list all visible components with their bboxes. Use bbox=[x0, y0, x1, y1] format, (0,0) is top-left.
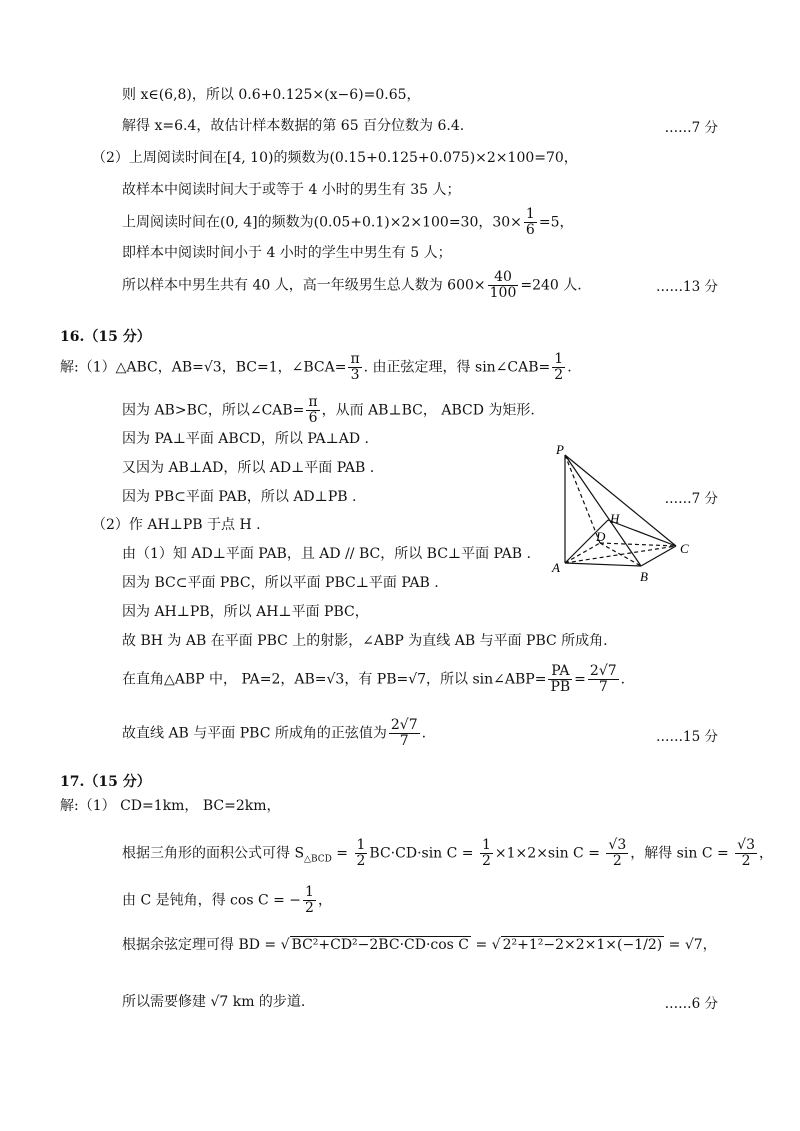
q16-line2 bbox=[122, 395, 535, 426]
numerator: 2√7 bbox=[589, 663, 617, 679]
score-marker: ……7 分 bbox=[664, 491, 718, 507]
q16-part2-line5: 故 BH 为 AB 在平面 PBC 上的射影，∠ABP 为直线 AB 与平面 PBC 所成角. bbox=[122, 633, 608, 649]
edge-ab bbox=[565, 563, 641, 566]
score-marker: ……15 分 bbox=[656, 729, 718, 745]
denominator: 7 bbox=[598, 679, 608, 695]
text-segment: ， bbox=[758, 845, 773, 862]
fraction bbox=[588, 664, 619, 695]
fraction bbox=[306, 395, 319, 426]
q16-line3: 因为 PA⊥平面 ABCD，所以 PA⊥AD . bbox=[122, 431, 370, 447]
q16-part2-line4: 因为 AH⊥PB，所以 AH⊥平面 PBC， bbox=[122, 604, 369, 620]
label-b: B bbox=[640, 569, 648, 584]
q16-part2-line1: （2）作 AH⊥PB 于点 H . bbox=[92, 517, 261, 533]
q15-part2-line5 bbox=[122, 270, 582, 301]
fraction bbox=[303, 885, 316, 916]
text-segment: ×1×2×sin C = bbox=[494, 845, 605, 862]
label-p: P bbox=[556, 442, 564, 457]
q17-header: 17.（15 分） bbox=[60, 774, 151, 790]
text-segment: BC·CD·sin C = bbox=[369, 845, 478, 862]
denominator: 3 bbox=[350, 367, 360, 383]
text-segment: . bbox=[421, 725, 427, 742]
denominator: PB bbox=[550, 679, 571, 695]
text-segment: 所以样本中男生共有 40 人，高一年级男生总人数为 600× bbox=[122, 277, 486, 294]
q17-line4: 根据余弦定理可得 BD = √ BC²+CD²−2BC·CD·cos C = √ 2²+1²−2×2×1×(−1/2) = √7， bbox=[122, 937, 717, 953]
numerator: 40 bbox=[488, 270, 519, 286]
text-segment: 根据三角形的面积公式可得 S bbox=[122, 845, 305, 862]
fraction bbox=[735, 838, 757, 869]
text-segment: =240 人. bbox=[520, 277, 582, 294]
q16-header: 16.（15 分） bbox=[60, 329, 151, 345]
q16-line4: 又因为 AB⊥AD，所以 AD⊥平面 PAB . bbox=[122, 460, 375, 476]
denominator: 2 bbox=[482, 853, 491, 869]
denominator: 2 bbox=[741, 853, 751, 869]
denominator: 100 bbox=[489, 285, 517, 301]
fraction bbox=[548, 664, 572, 695]
label-a: A bbox=[552, 560, 560, 575]
label-c: C bbox=[680, 541, 689, 556]
denominator: 2 bbox=[612, 853, 622, 869]
q16-line1 bbox=[60, 352, 572, 383]
q16-part2-line6 bbox=[122, 664, 625, 695]
q17-line5: 所以需要修建 √7 km 的步道. bbox=[122, 994, 306, 1010]
fraction bbox=[524, 207, 537, 238]
q16-line5: 因为 PB⊂平面 PAB，所以 AD⊥PB . bbox=[122, 489, 357, 505]
text-segment: = bbox=[574, 671, 586, 688]
numerator: 1 bbox=[356, 837, 366, 853]
text-segment: 在直角△ABP 中， PA=2，AB=√3，有 PB=√7，所以 sin∠ABP= bbox=[122, 671, 547, 688]
numerator: π bbox=[308, 394, 318, 410]
denominator: 7 bbox=[399, 733, 409, 749]
score-marker: ……13 分 bbox=[656, 279, 718, 295]
fraction bbox=[348, 352, 361, 383]
text-segment: = bbox=[471, 937, 492, 953]
text-segment: ，从而 AB⊥BC， ABCD 为矩形. bbox=[321, 402, 535, 419]
score-marker: ……7 分 bbox=[664, 120, 718, 136]
denominator: 6 bbox=[308, 410, 318, 426]
score-marker: ……6 分 bbox=[664, 996, 718, 1012]
q15-part2-line1: （2）上周阅读时间在[4, 10)的频数为(0.15+0.125+0.075)×2×100=70， bbox=[92, 150, 578, 166]
text-segment: 因为 AB>BC，所以∠CAB= bbox=[122, 402, 305, 419]
numerator: 1 bbox=[305, 884, 314, 900]
numerator: 2√7 bbox=[390, 717, 418, 733]
edge-pc bbox=[565, 455, 676, 546]
q15-part2-line2: 故样本中阅读时间大于或等于 4 小时的男生有 35 人； bbox=[122, 182, 461, 198]
text-segment: =5， bbox=[538, 214, 574, 231]
fraction bbox=[355, 838, 368, 869]
q16-part2-line2: 由（1）知 AD⊥平面 PAB，且 AD // BC，所以 BC⊥平面 PAB . bbox=[122, 546, 531, 562]
fraction bbox=[552, 352, 565, 383]
text-segment: . bbox=[567, 359, 572, 376]
radicand: 2²+1²−2×2×1×(−1/2) bbox=[502, 937, 663, 953]
q15-part2-line3 bbox=[122, 207, 573, 238]
text-segment: 根据余弦定理可得 BD = bbox=[122, 937, 281, 953]
text-segment: 由 C 是钝角，得 cos C = − bbox=[122, 892, 302, 909]
q16-part2-line3: 因为 BC⊂平面 PBC，所以平面 PBC⊥平面 PAB . bbox=[122, 575, 439, 591]
fraction bbox=[488, 270, 519, 301]
text-segment: 故直线 AB 与平面 PBC 所成角的正弦值为 bbox=[122, 725, 387, 742]
subscript: △BCD bbox=[304, 854, 332, 865]
fraction bbox=[480, 838, 493, 869]
edge-dc bbox=[600, 543, 676, 546]
q15-line2: 解得 x=6.4，故估计样本数据的第 65 百分位数为 6.4. bbox=[122, 118, 465, 134]
text-segment: . 由正弦定理，得 sin∠CAB= bbox=[363, 359, 551, 376]
q17-line1: 解:（1） CD=1km， BC=2km， bbox=[60, 798, 281, 814]
denominator: 2 bbox=[356, 853, 366, 869]
numerator: 1 bbox=[554, 351, 564, 367]
edge-pb bbox=[565, 455, 641, 566]
q17-line2 bbox=[122, 838, 773, 869]
text-segment: = bbox=[331, 845, 353, 862]
text-segment: ， bbox=[317, 892, 332, 909]
numerator: √3 bbox=[737, 837, 755, 853]
text-segment: 解:（1）△ABC，AB=√3，BC=1，∠BCA= bbox=[60, 359, 347, 376]
text-segment: = √7， bbox=[664, 937, 717, 953]
radicand: BC²+CD²−2BC·CD·cos C bbox=[291, 937, 470, 953]
text-segment: . bbox=[620, 671, 626, 688]
q15-part2-line4: 即样本中阅读时间小于 4 小时的学生中男生有 5 人； bbox=[122, 245, 452, 261]
q16-part2-line7 bbox=[122, 718, 426, 749]
denominator: 6 bbox=[525, 222, 535, 238]
q17-line3 bbox=[122, 885, 332, 916]
numerator: 1 bbox=[482, 837, 491, 853]
text-segment: 上周阅读时间在(0, 4]的频数为(0.05+0.1)×2×100=30，30× bbox=[122, 214, 522, 231]
label-h: H bbox=[610, 511, 620, 526]
numerator: √3 bbox=[608, 837, 627, 853]
fraction bbox=[389, 718, 420, 749]
q15-line1: 则 x∈(6,8)，所以 0.6+0.125×(x−6)=0.65， bbox=[122, 87, 421, 103]
label-d: D bbox=[596, 529, 606, 544]
text-segment: ，解得 sin C = bbox=[630, 845, 734, 862]
numerator: π bbox=[350, 351, 360, 367]
denominator: 2 bbox=[305, 900, 314, 916]
denominator: 2 bbox=[554, 367, 564, 383]
fraction bbox=[606, 838, 628, 869]
numerator: PA bbox=[548, 664, 572, 680]
numerator: 1 bbox=[525, 206, 535, 222]
edge-db bbox=[600, 543, 641, 566]
pyramid-figure bbox=[548, 438, 698, 588]
